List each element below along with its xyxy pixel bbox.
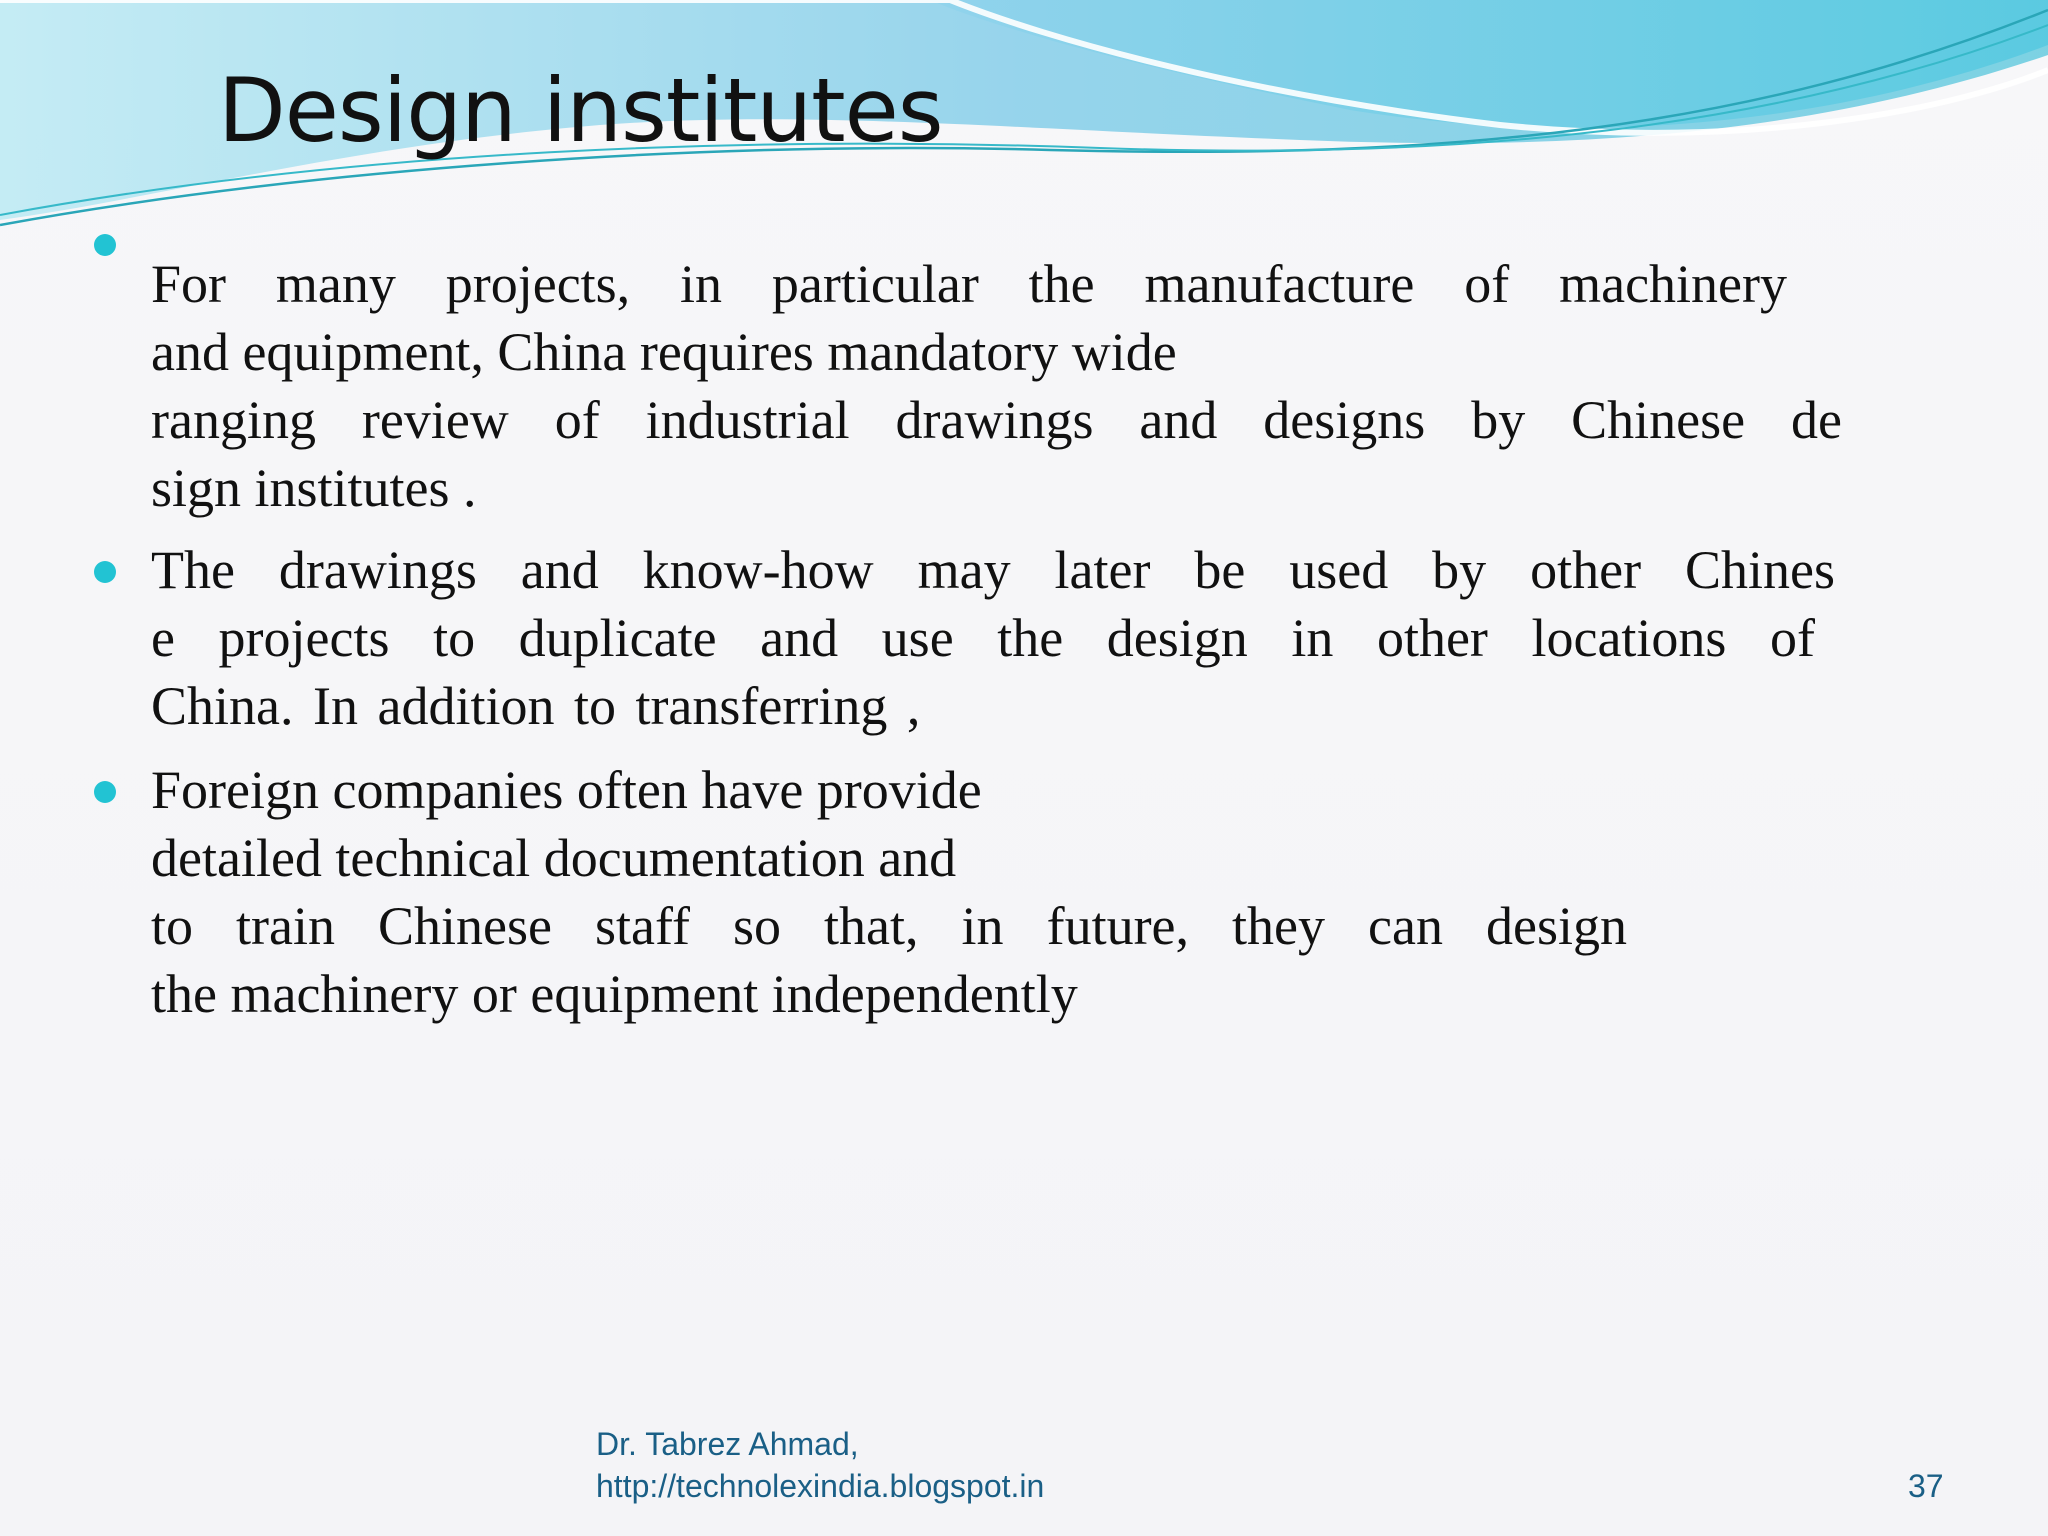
- bullet-line: detailed technical documentation and: [151, 828, 957, 888]
- bullet-dot-icon: [94, 561, 116, 583]
- bullet-dot-icon: [94, 234, 116, 256]
- slide-title: Design institutes: [218, 59, 943, 162]
- bullet-line: the machinery or equipment independently: [151, 964, 1078, 1024]
- page-number: 37: [1908, 1468, 1944, 1504]
- bullet-line: e projects to duplicate and use the design in other locations of: [151, 608, 1815, 668]
- bullet-line: Foreign companies often have provide: [151, 760, 982, 820]
- bullet-line: The drawings and know-how may later be used by other Chines: [151, 540, 1835, 600]
- bullet-line: ranging review of industrial drawings and designs by Chinese de: [151, 390, 1842, 450]
- bullet-line: For many projects, in particular the manufacture of machinery: [151, 254, 1787, 314]
- bullet-line: sign institutes .: [151, 458, 477, 518]
- bullet-line: to train Chinese staff so that, in future, they can design: [151, 896, 1627, 956]
- bullet-line: China. In addition to transferring ,: [151, 676, 921, 736]
- footer-author: Dr. Tabrez Ahmad,: [596, 1426, 859, 1462]
- footer-url: http://technolexindia.blogspot.in: [596, 1468, 1045, 1504]
- bullet-line: and equipment, China requires mandatory wide: [151, 322, 1177, 382]
- bullet-dot-icon: [94, 781, 116, 803]
